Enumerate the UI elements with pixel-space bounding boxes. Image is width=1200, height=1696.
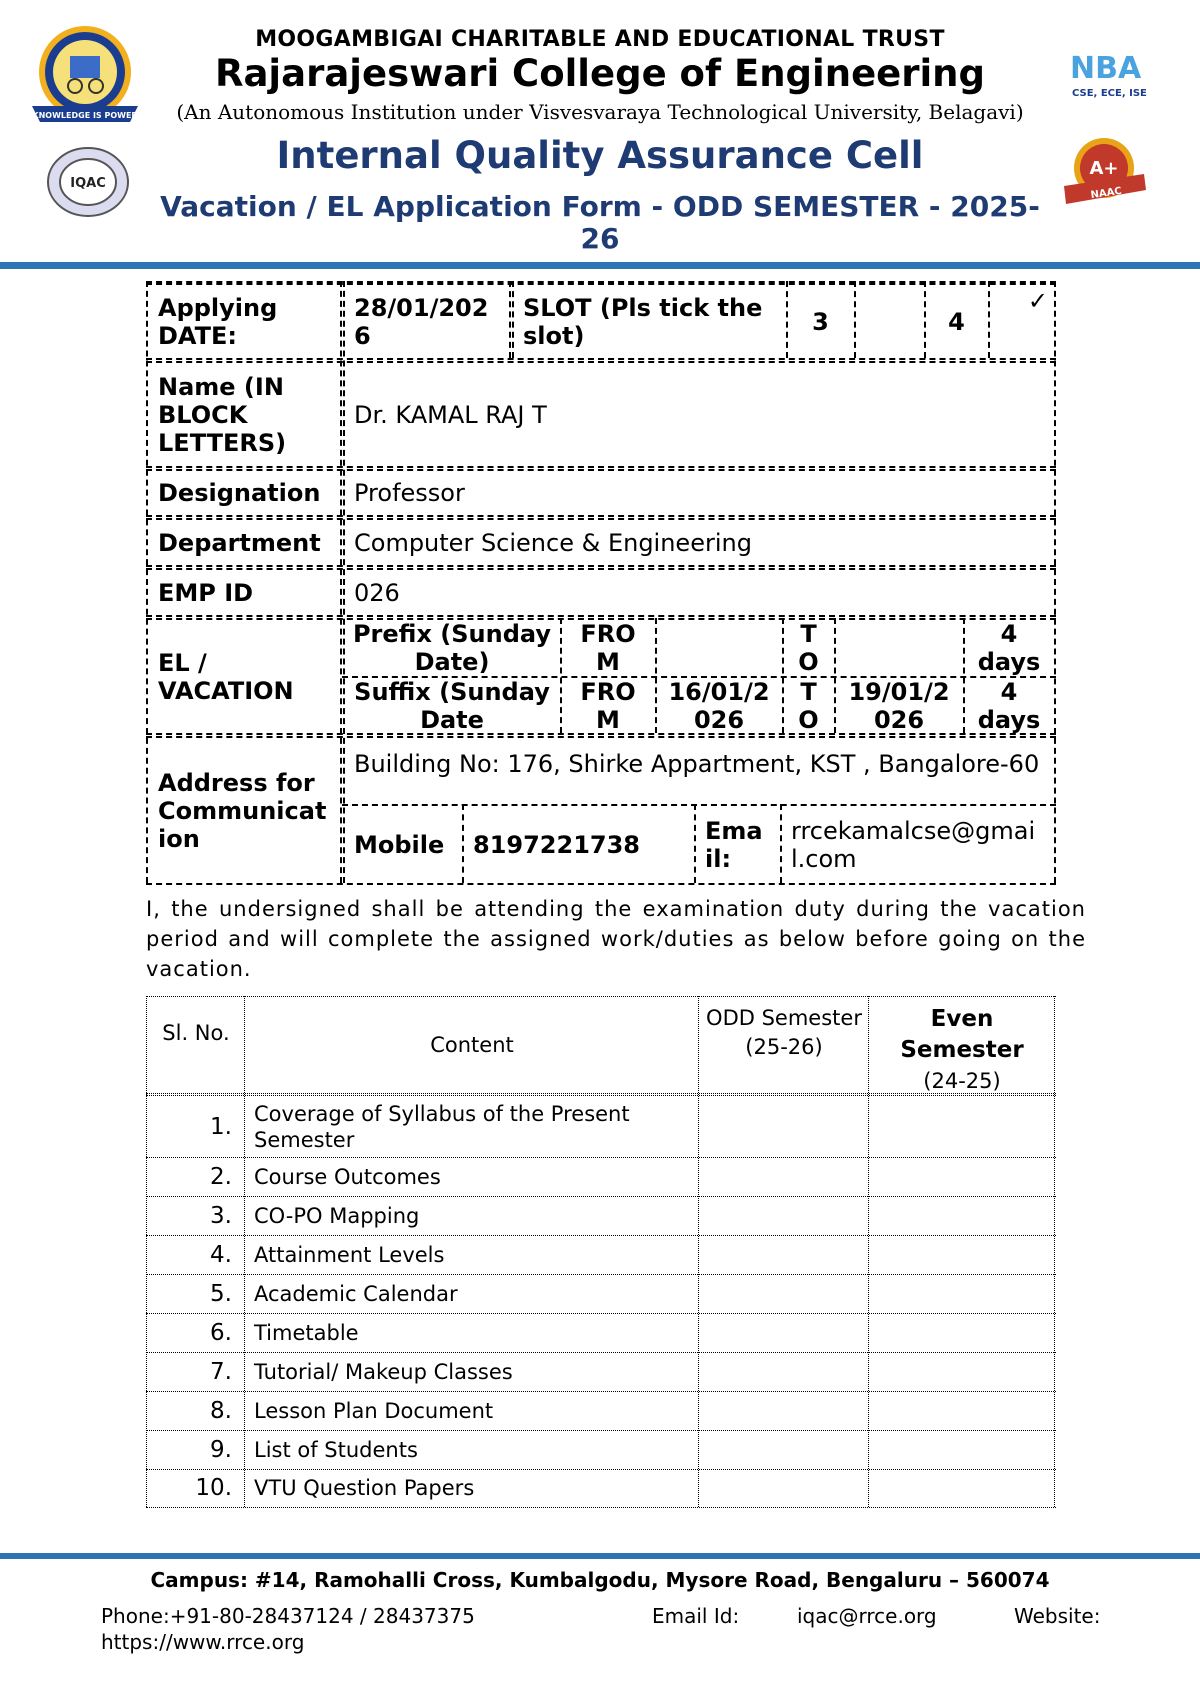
header-odd-label: ODD Semester [706,1006,862,1030]
email-id-label: Email Id: [652,1604,740,1628]
iqac-logo-icon [46,146,130,218]
row-odd-semester-cell[interactable] [700,1469,866,1507]
emp-id-field[interactable]: 026 [354,578,400,607]
declaration-text: I, the undersigned shall be attending the examination duty during the vacation period and will complete the assigned work/duties as below before going on the vacation. [146,897,1086,981]
row-content: CO-PO Mapping [254,1203,420,1228]
row-content: Tutorial/ Makeup Classes [254,1359,513,1384]
row-odd-semester-cell[interactable] [700,1391,866,1430]
email-id[interactable]: iqac@rrce.org [797,1604,937,1628]
row-content: Academic Calendar [254,1281,458,1306]
mobile-label: Mobile [354,830,445,859]
row-content: List of Students [254,1437,418,1462]
header-even-year: (24-25) [923,1069,1001,1093]
row-number: 3. [210,1202,232,1229]
name-field[interactable]: Dr. KAMAL RAJ T [354,400,547,429]
row-odd-semester-cell[interactable] [700,1313,866,1352]
affiliation: (An Autonomous Institution under Visvesvaraya Technological University, Belagavi) [176,100,1024,124]
prefix-label: Prefix (Sunday Date) [352,620,552,676]
trust-name: MOOGAMBIGAI CHARITABLE AND EDUCATIONAL TRUST [255,27,945,52]
row-content: VTU Question Papers [254,1476,475,1500]
row-number: 9. [210,1436,232,1463]
nba-programs: CSE, ECE, ISE [1072,88,1147,99]
designation-label: Designation [158,479,321,507]
row-odd-semester-cell[interactable] [700,1430,866,1469]
slot-4-option[interactable]: 4 [948,307,965,336]
row-content: Lesson Plan Document [254,1398,494,1423]
website-label: Website: [1014,1604,1101,1628]
form-title: Vacation / EL Application Form - ODD SEMESTER - 2025-26 [160,190,1040,255]
header-content: Content [430,1033,514,1057]
header-even-semester [870,1004,1054,1097]
suffix-from-label: FROM [580,677,636,734]
row-odd-semester-cell[interactable] [700,1352,866,1391]
prefix-from-label: FROM [580,620,636,676]
row-number: 6. [210,1319,232,1346]
row-number: 1. [210,1113,232,1140]
row-content: Timetable [254,1320,359,1345]
naac-logo-icon [1058,134,1150,212]
naac-label: NAAC [1090,185,1123,202]
suffix-label: Suffix (Sunday Date [354,677,550,734]
applying-date-value[interactable]: 28/01/2026 [354,293,489,350]
suffix-to-field[interactable]: 19/01/2026 [848,677,950,734]
department-field[interactable]: Computer Science & Engineering [354,528,752,557]
row-even-semester-cell[interactable] [870,1313,1052,1352]
college-name: Rajarajeswari College of Engineering [214,52,986,95]
row-number: 7. [210,1358,232,1385]
row-content: Coverage of Syllabus of the Present Semester [254,1101,630,1152]
header-odd-semester [700,1004,868,1062]
department-label: Department [158,528,321,557]
prefix-to-label: TO [798,620,819,676]
designation-field[interactable]: Professor [354,479,465,507]
email-label: Email: [705,816,763,873]
el-vacation-label: EL / VACATION [158,648,294,705]
row-odd-semester-cell[interactable] [700,1274,866,1313]
row-odd-semester-cell[interactable] [700,1096,866,1157]
slot-3-checkbox[interactable] [855,285,924,358]
row-even-semester-cell[interactable] [870,1096,1052,1157]
mobile-field[interactable]: 8197221738 [473,830,640,859]
iqac-logo-text: IQAC [70,176,106,191]
prefix-days[interactable]: 4 days [977,620,1041,676]
row-content: Attainment Levels [254,1242,445,1267]
row-even-semester-cell[interactable] [870,1274,1052,1313]
row-number: 5. [210,1280,232,1307]
suffix-days[interactable]: 4 days [977,677,1041,734]
naac-grade: A+ [1089,158,1119,179]
address-field[interactable]: Building No: 176, Shirke Appartment, KST , Bangalore-60 [354,750,1040,778]
row-even-semester-cell[interactable] [870,1391,1052,1430]
website-url[interactable]: https://www.rrce.org [101,1630,305,1654]
header-odd-year: (25-26) [745,1035,823,1059]
phone-number: Phone:+91-80-28437124 / 28437375 [101,1604,475,1628]
row-even-semester-cell[interactable] [870,1157,1052,1196]
row-even-semester-cell[interactable] [870,1235,1052,1274]
college-motto: KNOWLEDGE IS POWER [32,111,138,120]
row-number: 8. [210,1397,232,1424]
prefix-from-field[interactable] [656,620,782,676]
suffix-from-field[interactable]: 16/01/2026 [668,677,770,734]
email-field[interactable]: rrcekamalcse@gmail.com [791,816,1036,873]
suffix-to-label: TO [798,677,819,734]
row-divider [146,1507,1056,1508]
slot-4-checkmark-icon[interactable]: ✓ [1027,287,1048,315]
campus-address: Campus: #14, Ramohalli Cross, Kumbalgodu, Mysore Road, Bengaluru – 560074 [150,1568,1050,1592]
nba-logo-text: NBA [1070,51,1142,86]
slot-3-option[interactable]: 3 [812,307,829,336]
row-even-semester-cell[interactable] [870,1469,1052,1507]
row-even-semester-cell[interactable] [870,1430,1052,1469]
name-label: Name (IN BLOCK LETTERS) [158,372,287,457]
college-logo-icon [30,22,140,130]
row-even-semester-cell[interactable] [870,1352,1052,1391]
row-number: 2. [210,1163,232,1190]
applying-date-label: Applying DATE: [158,293,278,350]
cell-title: Internal Quality Assurance Cell [276,134,924,177]
nba-logo-icon [1068,48,1156,102]
row-odd-semester-cell[interactable] [700,1157,866,1196]
slot-label: SLOT (Pls tick the slot) [523,293,763,350]
row-even-semester-cell[interactable] [870,1196,1052,1235]
prefix-to-field[interactable] [835,620,963,676]
row-odd-semester-cell[interactable] [700,1235,866,1274]
row-content: Course Outcomes [254,1164,441,1189]
row-number: 4. [210,1241,232,1268]
header-sl-no: Sl. No. [162,1021,230,1045]
address-label: Address for Communication [158,768,327,853]
row-number: 10. [195,1475,232,1501]
header-even-label: Even Semester [900,1006,1024,1063]
row-odd-semester-cell[interactable] [700,1196,866,1235]
emp-id-label: EMP ID [158,578,254,607]
header-divider [0,262,1200,269]
footer-divider [0,1553,1200,1559]
